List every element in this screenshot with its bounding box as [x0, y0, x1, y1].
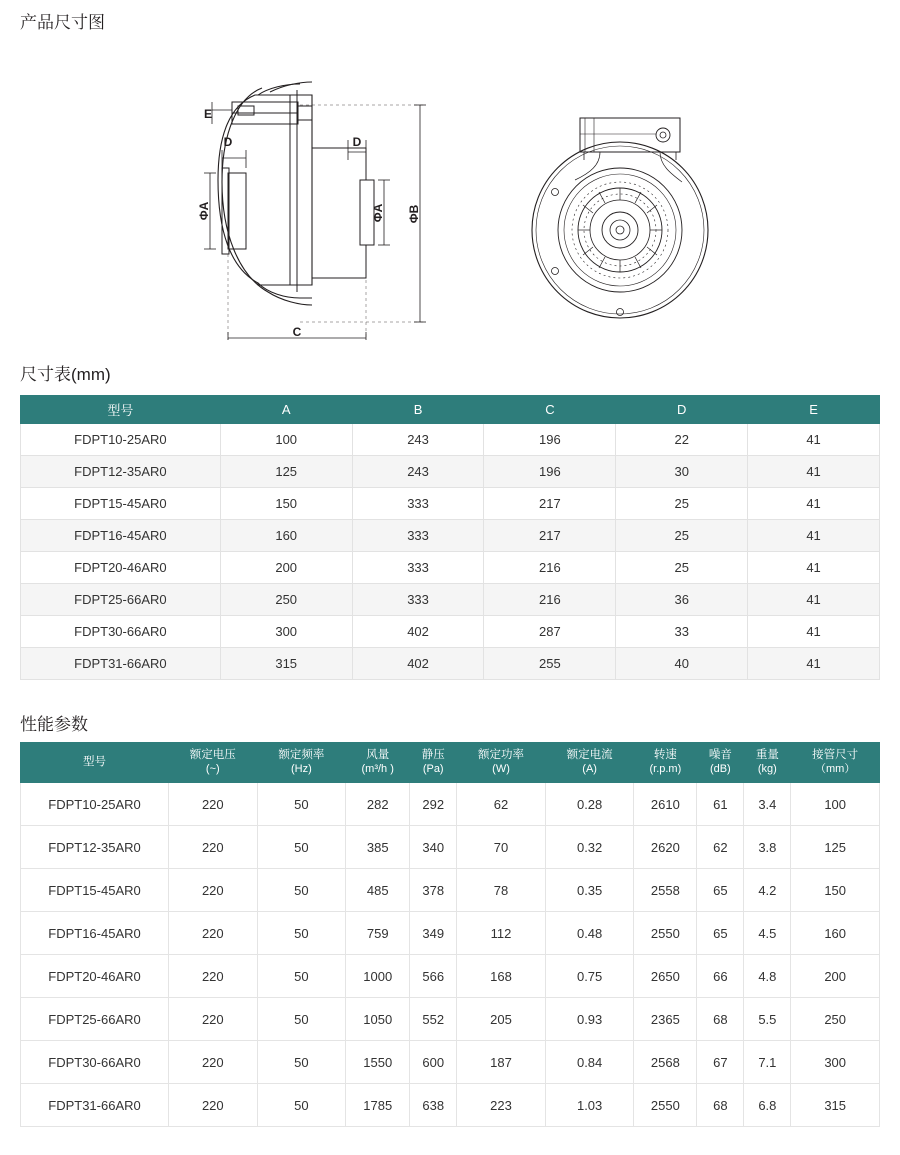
perf-header-current-main: 额定电流	[566, 749, 613, 762]
cell-current: 1.03	[545, 1084, 634, 1127]
perf-header-noise-unit: (dB)	[709, 762, 731, 775]
dim-header-b: B	[352, 396, 484, 424]
cell-power: 70	[457, 826, 546, 869]
cell-duct-size: 200	[791, 955, 880, 998]
table-row	[21, 648, 880, 680]
cell-weight: 4.2	[744, 869, 791, 912]
perf-header-frequency	[257, 743, 346, 783]
cell-duct-size: 125	[791, 826, 880, 869]
cell-model: FDPT25-66AR0	[21, 584, 221, 616]
cell-noise: 66	[697, 955, 744, 998]
perf-header-current-unit: (A)	[582, 762, 597, 775]
cell-d: 25	[616, 488, 748, 520]
cell-airflow: 282	[346, 783, 410, 826]
cell-voltage: 220	[169, 1041, 258, 1084]
cell-c: 287	[484, 616, 616, 648]
cell-noise: 62	[697, 826, 744, 869]
perf-header-power-main: 额定功率	[478, 749, 525, 762]
perf-header-model	[21, 743, 169, 783]
perf-header-airflow-main: 风量	[366, 749, 390, 762]
perf-header-duct-size-main: 接管尺寸	[812, 749, 859, 762]
dim-header-model: 型号	[21, 396, 221, 424]
cell-noise: 61	[697, 783, 744, 826]
cell-weight: 3.8	[744, 826, 791, 869]
cell-voltage: 220	[169, 1084, 258, 1127]
cell-airflow: 759	[346, 912, 410, 955]
table-row	[21, 826, 880, 869]
perf-header-model-main: 型号	[83, 756, 106, 769]
cell-c: 216	[484, 584, 616, 616]
cell-c: 217	[484, 488, 616, 520]
cell-voltage: 220	[169, 998, 258, 1041]
cell-noise: 68	[697, 998, 744, 1041]
cell-c: 196	[484, 424, 616, 456]
cell-noise: 65	[697, 869, 744, 912]
cell-static-pressure: 378	[410, 869, 457, 912]
table-row	[21, 912, 880, 955]
cell-d: 40	[616, 648, 748, 680]
table-row	[21, 955, 880, 998]
cell-noise: 67	[697, 1041, 744, 1084]
cell-b: 402	[352, 648, 484, 680]
cell-current: 0.32	[545, 826, 634, 869]
cell-a: 250	[220, 584, 352, 616]
section-title-dimension-table: 尺寸表(mm)	[20, 365, 111, 384]
cell-power: 205	[457, 998, 546, 1041]
table-row	[21, 456, 880, 488]
perf-header-weight	[744, 743, 791, 783]
cell-model: FDPT12-35AR0	[21, 826, 169, 869]
cell-current: 0.93	[545, 998, 634, 1041]
cell-frequency: 50	[257, 869, 346, 912]
perf-header-power-unit: (W)	[492, 762, 510, 775]
perf-header-voltage-unit: (~)	[205, 762, 220, 775]
cell-weight: 4.5	[744, 912, 791, 955]
cell-speed: 2568	[634, 1041, 697, 1084]
perf-header-duct-size-unit: （mm）	[815, 762, 856, 775]
perf-header-frequency-main: 额定频率	[278, 749, 325, 762]
perf-header-weight-unit: (kg)	[757, 762, 777, 775]
page-title-product-dimension: 产品尺寸图	[20, 13, 105, 32]
cell-d: 25	[616, 520, 748, 552]
cell-voltage: 220	[169, 826, 258, 869]
table-row	[21, 1084, 880, 1127]
table-row	[21, 552, 880, 584]
cell-frequency: 50	[257, 955, 346, 998]
cell-static-pressure: 600	[410, 1041, 457, 1084]
cell-airflow: 385	[346, 826, 410, 869]
cell-frequency: 50	[257, 826, 346, 869]
cell-duct-size: 100	[791, 783, 880, 826]
drawing-label-d-left: D	[223, 135, 233, 149]
cell-c: 216	[484, 552, 616, 584]
cell-voltage: 220	[169, 955, 258, 998]
cell-e: 41	[748, 520, 880, 552]
cell-e: 41	[748, 648, 880, 680]
table-row	[21, 998, 880, 1041]
cell-frequency: 50	[257, 998, 346, 1041]
cell-a: 300	[220, 616, 352, 648]
cell-static-pressure: 340	[410, 826, 457, 869]
cell-frequency: 50	[257, 783, 346, 826]
perf-header-current	[545, 743, 634, 783]
cell-e: 41	[748, 584, 880, 616]
perf-header-duct-size	[791, 743, 880, 783]
cell-speed: 2550	[634, 1084, 697, 1127]
drawing-label-e: E	[203, 107, 213, 121]
cell-c: 255	[484, 648, 616, 680]
perf-header-static-pressure-main: 静压	[421, 749, 445, 762]
cell-weight: 7.1	[744, 1041, 791, 1084]
cell-model: FDPT10-25AR0	[21, 424, 221, 456]
dim-header-d: D	[616, 396, 748, 424]
table-row	[21, 616, 880, 648]
cell-speed: 2650	[634, 955, 697, 998]
cell-e: 41	[748, 456, 880, 488]
cell-power: 187	[457, 1041, 546, 1084]
cell-power: 62	[457, 783, 546, 826]
cell-d: 25	[616, 552, 748, 584]
perf-header-frequency-unit: (Hz)	[291, 762, 312, 775]
cell-model: FDPT31-66AR0	[21, 648, 221, 680]
dim-header-a: A	[220, 396, 352, 424]
cell-b: 243	[352, 456, 484, 488]
dim-header-e: E	[748, 396, 880, 424]
cell-duct-size: 300	[791, 1041, 880, 1084]
perf-header-airflow	[346, 743, 410, 783]
cell-speed: 2558	[634, 869, 697, 912]
drawing-label-phi-a-right: ΦA	[371, 203, 385, 223]
cell-current: 0.48	[545, 912, 634, 955]
cell-model: FDPT15-45AR0	[21, 488, 221, 520]
cell-power: 78	[457, 869, 546, 912]
cell-frequency: 50	[257, 1041, 346, 1084]
cell-noise: 68	[697, 1084, 744, 1127]
cell-static-pressure: 566	[410, 955, 457, 998]
cell-model: FDPT31-66AR0	[21, 1084, 169, 1127]
perf-header-voltage	[169, 743, 258, 783]
cell-weight: 4.8	[744, 955, 791, 998]
perf-header-speed-main: 转速	[653, 749, 677, 762]
drawing-label-phi-a-left: ΦA	[197, 201, 211, 221]
dimension-table	[20, 395, 880, 680]
cell-b: 402	[352, 616, 484, 648]
table-header-row	[21, 743, 880, 783]
cell-model: FDPT10-25AR0	[21, 783, 169, 826]
table-row	[21, 584, 880, 616]
perf-header-speed	[634, 743, 697, 783]
perf-header-static-pressure-unit: (Pa)	[422, 762, 444, 775]
perf-header-voltage-main: 额定电压	[189, 749, 236, 762]
cell-b: 333	[352, 552, 484, 584]
cell-d: 22	[616, 424, 748, 456]
cell-duct-size: 250	[791, 998, 880, 1041]
cell-model: FDPT30-66AR0	[21, 616, 221, 648]
cell-static-pressure: 349	[410, 912, 457, 955]
table-header-row	[21, 396, 880, 424]
cell-e: 41	[748, 552, 880, 584]
cell-model: FDPT16-45AR0	[21, 520, 221, 552]
table-row	[21, 520, 880, 552]
cell-b: 333	[352, 584, 484, 616]
cell-a: 125	[220, 456, 352, 488]
perf-header-noise	[697, 743, 744, 783]
section-title-performance: 性能参数	[20, 715, 88, 734]
cell-speed: 2365	[634, 998, 697, 1041]
cell-e: 41	[748, 424, 880, 456]
cell-b: 333	[352, 488, 484, 520]
cell-e: 41	[748, 616, 880, 648]
cell-model: FDPT20-46AR0	[21, 552, 221, 584]
perf-header-speed-unit: (r.p.m)	[649, 762, 682, 775]
cell-model: FDPT20-46AR0	[21, 955, 169, 998]
perf-header-static-pressure	[410, 743, 457, 783]
cell-airflow: 1550	[346, 1041, 410, 1084]
cell-model: FDPT15-45AR0	[21, 869, 169, 912]
cell-duct-size: 315	[791, 1084, 880, 1127]
cell-current: 0.75	[545, 955, 634, 998]
table-row	[21, 488, 880, 520]
cell-weight: 3.4	[744, 783, 791, 826]
cell-current: 0.84	[545, 1041, 634, 1084]
cell-a: 100	[220, 424, 352, 456]
table-row	[21, 783, 880, 826]
cell-static-pressure: 552	[410, 998, 457, 1041]
perf-header-power	[457, 743, 546, 783]
cell-airflow: 1785	[346, 1084, 410, 1127]
cell-duct-size: 150	[791, 869, 880, 912]
product-dimension-drawing	[0, 40, 900, 340]
cell-speed: 2620	[634, 826, 697, 869]
cell-d: 36	[616, 584, 748, 616]
cell-current: 0.28	[545, 783, 634, 826]
cell-voltage: 220	[169, 869, 258, 912]
cell-model: FDPT30-66AR0	[21, 1041, 169, 1084]
table-row	[21, 424, 880, 456]
cell-weight: 5.5	[744, 998, 791, 1041]
cell-frequency: 50	[257, 912, 346, 955]
cell-c: 217	[484, 520, 616, 552]
cell-frequency: 50	[257, 1084, 346, 1127]
cell-static-pressure: 638	[410, 1084, 457, 1127]
cell-speed: 2610	[634, 783, 697, 826]
cell-power: 112	[457, 912, 546, 955]
cell-static-pressure: 292	[410, 783, 457, 826]
cell-model: FDPT16-45AR0	[21, 912, 169, 955]
cell-model: FDPT12-35AR0	[21, 456, 221, 488]
cell-d: 30	[616, 456, 748, 488]
cell-voltage: 220	[169, 912, 258, 955]
cell-noise: 65	[697, 912, 744, 955]
cell-duct-size: 160	[791, 912, 880, 955]
cell-a: 150	[220, 488, 352, 520]
perf-header-airflow-unit: (m³/h )	[361, 762, 394, 775]
performance-table	[20, 742, 880, 1127]
drawing-label-d-right: D	[352, 135, 362, 149]
perf-header-noise-main: 噪音	[708, 749, 732, 762]
cell-voltage: 220	[169, 783, 258, 826]
cell-d: 33	[616, 616, 748, 648]
cell-a: 315	[220, 648, 352, 680]
cell-airflow: 1050	[346, 998, 410, 1041]
table-row	[21, 1041, 880, 1084]
table-row	[21, 869, 880, 912]
cell-b: 243	[352, 424, 484, 456]
cell-c: 196	[484, 456, 616, 488]
cell-current: 0.35	[545, 869, 634, 912]
drawing-label-c: C	[292, 325, 302, 339]
cell-speed: 2550	[634, 912, 697, 955]
cell-power: 168	[457, 955, 546, 998]
dim-header-c: C	[484, 396, 616, 424]
cell-weight: 6.8	[744, 1084, 791, 1127]
drawing-label-phi-b: ΦB	[407, 204, 421, 224]
cell-airflow: 485	[346, 869, 410, 912]
cell-a: 160	[220, 520, 352, 552]
cell-model: FDPT25-66AR0	[21, 998, 169, 1041]
cell-e: 41	[748, 488, 880, 520]
cell-b: 333	[352, 520, 484, 552]
cell-airflow: 1000	[346, 955, 410, 998]
cell-a: 200	[220, 552, 352, 584]
perf-header-weight-main: 重量	[755, 749, 779, 762]
cell-power: 223	[457, 1084, 546, 1127]
